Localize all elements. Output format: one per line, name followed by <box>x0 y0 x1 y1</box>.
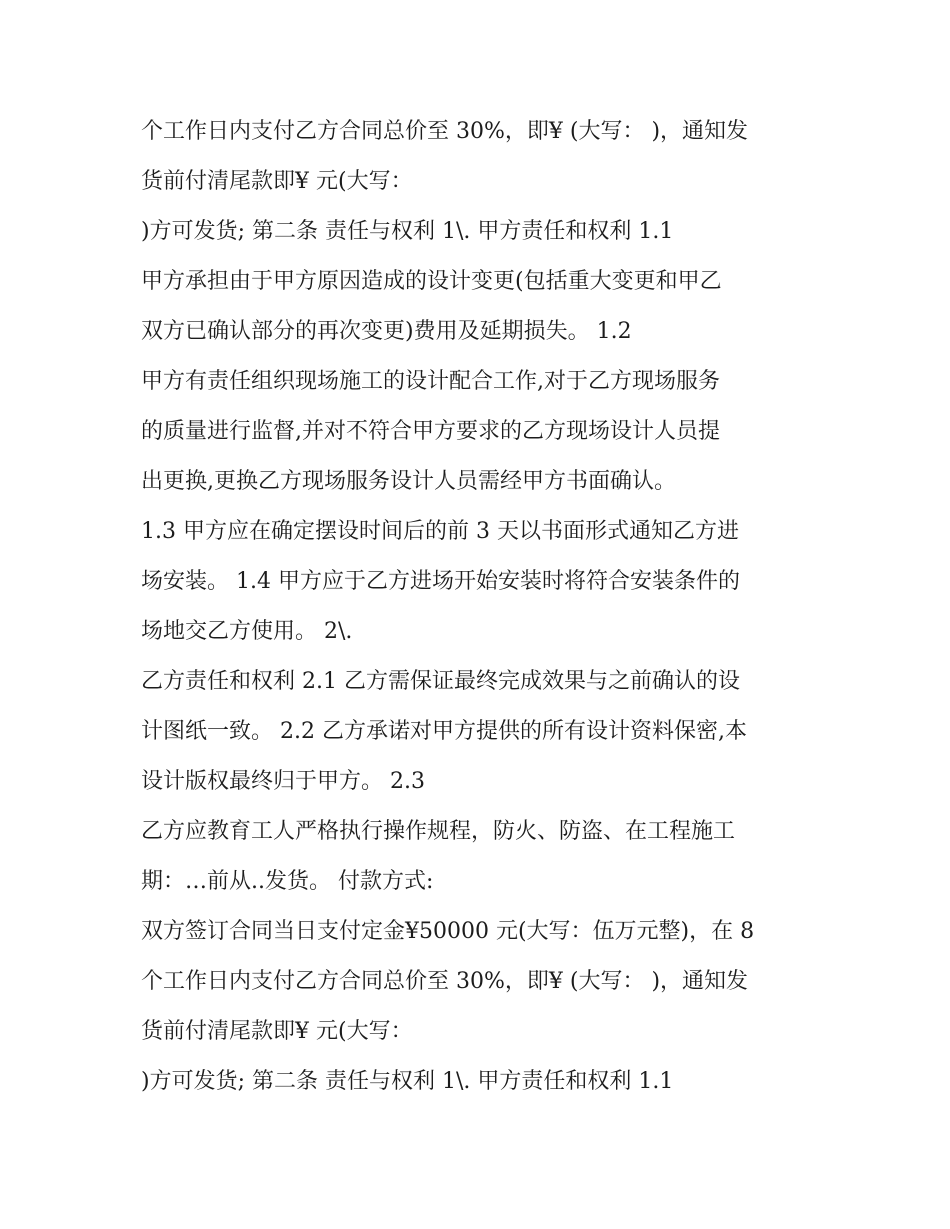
text-line: )方可发货; 第二条 责任与权利 1\. 甲方责任和权利 1.1 <box>141 1069 674 1094</box>
text-line: 双方签订合同当日支付定金¥50000 元(大写：伍万元整)，在 8 <box>141 919 755 944</box>
text-line: 出更换,更换乙方现场服务设计人员需经甲方书面确认。 <box>141 469 676 494</box>
text-line: 乙方应教育工人严格执行操作规程，防火、防盗、在工程施工 <box>141 819 736 844</box>
text-line: )方可发货; 第二条 责任与权利 1\. 甲方责任和权利 1.1 <box>141 219 674 244</box>
text-line: 双方已确认部分的再次变更)费用及延期损失。 1.2 <box>141 319 632 344</box>
text-line: 1.3 甲方应在确定摆设时间后的前 3 天以书面形式通知乙方进 <box>141 519 739 544</box>
text-line: 期：…前从..发货。 付款方式: <box>141 869 434 894</box>
text-line: 个工作日内支付乙方合同总价至 30%，即¥ (大写： )，通知发 <box>141 119 749 144</box>
text-line: 甲方有责任组织现场施工的设计配合工作,对于乙方现场服务 <box>141 369 720 394</box>
text-line: 计图纸一致。 2.2 乙方承诺对甲方提供的所有设计资料保密,本 <box>141 719 747 744</box>
text-line: 的质量进行监督,并对不符合甲方要求的乙方现场设计人员提 <box>141 419 720 444</box>
text-line: 个工作日内支付乙方合同总价至 30%，即¥ (大写： )，通知发 <box>141 969 749 994</box>
text-line: 乙方责任和权利 2.1 乙方需保证最终完成效果与之前确认的设 <box>141 669 740 694</box>
text-line: 场安装。 1.4 甲方应于乙方进场开始安装时将符合安装条件的 <box>141 569 740 594</box>
text-line: 货前付清尾款即¥ 元(大写： <box>141 1019 413 1044</box>
text-line: 设计版权最终归于甲方。 2.3 <box>141 769 425 794</box>
text-line: 甲方承担由于甲方原因造成的设计变更(包括重大变更和甲乙 <box>141 269 722 294</box>
text-line: 场地交乙方使用。 2\. <box>141 619 353 644</box>
text-line: 货前付清尾款即¥ 元(大写： <box>141 169 413 194</box>
